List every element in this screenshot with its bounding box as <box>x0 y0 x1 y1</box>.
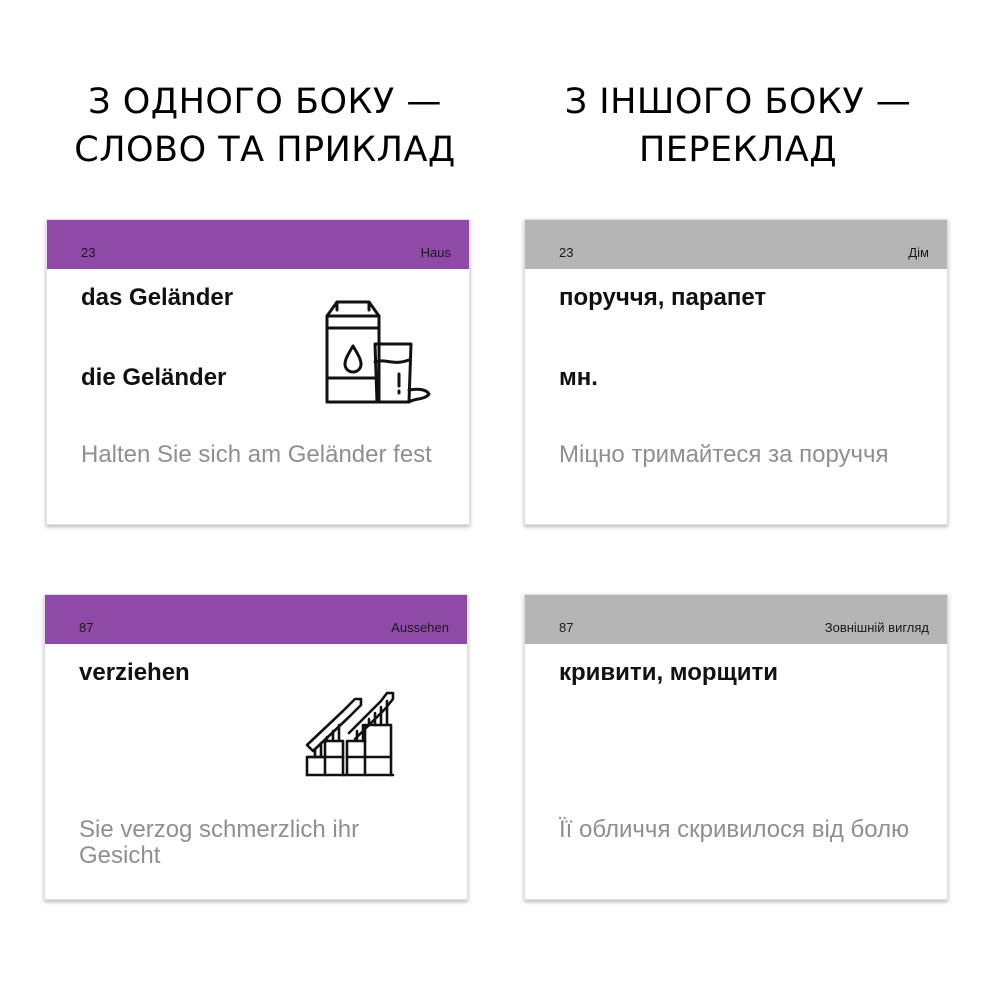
card-word: кривити, морщити <box>559 659 779 686</box>
card-plural: мн. <box>559 364 598 391</box>
staircase-railing-icon <box>303 685 399 777</box>
card-word: поруччя, парапет <box>559 284 767 311</box>
heading-line: З ІНШОГО БОКУ — <box>564 82 912 122</box>
card-topic: Дім <box>908 245 929 260</box>
card-topic: Aussehen <box>391 620 449 635</box>
back-side-heading <box>508 78 968 174</box>
card-example: Halten Sie sich am Geländer fest <box>81 441 432 468</box>
flashcard-back-87 <box>524 594 948 900</box>
card-example: Її обличчя скривилося від болю <box>559 816 910 843</box>
card-header-band <box>45 595 467 644</box>
card-topic: Зовнішній вигляд <box>824 620 929 635</box>
card-number: 87 <box>79 620 94 635</box>
card-word: verziehen <box>79 659 190 686</box>
flashcard-front-87 <box>44 594 468 900</box>
card-number: 23 <box>559 245 574 260</box>
heading-line: СЛОВО ТА ПРИКЛАД <box>74 130 456 170</box>
card-header-band <box>525 220 947 269</box>
card-number: 87 <box>559 620 574 635</box>
front-side-heading <box>35 78 495 174</box>
flashcard-back-23 <box>524 219 948 525</box>
card-word: das Geländer <box>81 284 234 311</box>
card-header-band <box>525 595 947 644</box>
card-plural: die Geländer <box>81 364 227 391</box>
card-number: 23 <box>81 245 96 260</box>
flashcard-front-23 <box>46 219 470 525</box>
heading-line: ПЕРЕКЛАД <box>638 130 838 170</box>
heading-line: З ОДНОГО БОКУ — <box>88 82 442 122</box>
card-header-band <box>47 220 469 269</box>
card-example: Міцно тримайтеся за поруччя <box>559 441 889 468</box>
milk-carton-glass-icon <box>319 296 435 408</box>
card-example: Sie verzog schmerzlich ihr Gesicht <box>79 816 360 869</box>
card-topic: Haus <box>420 245 451 260</box>
